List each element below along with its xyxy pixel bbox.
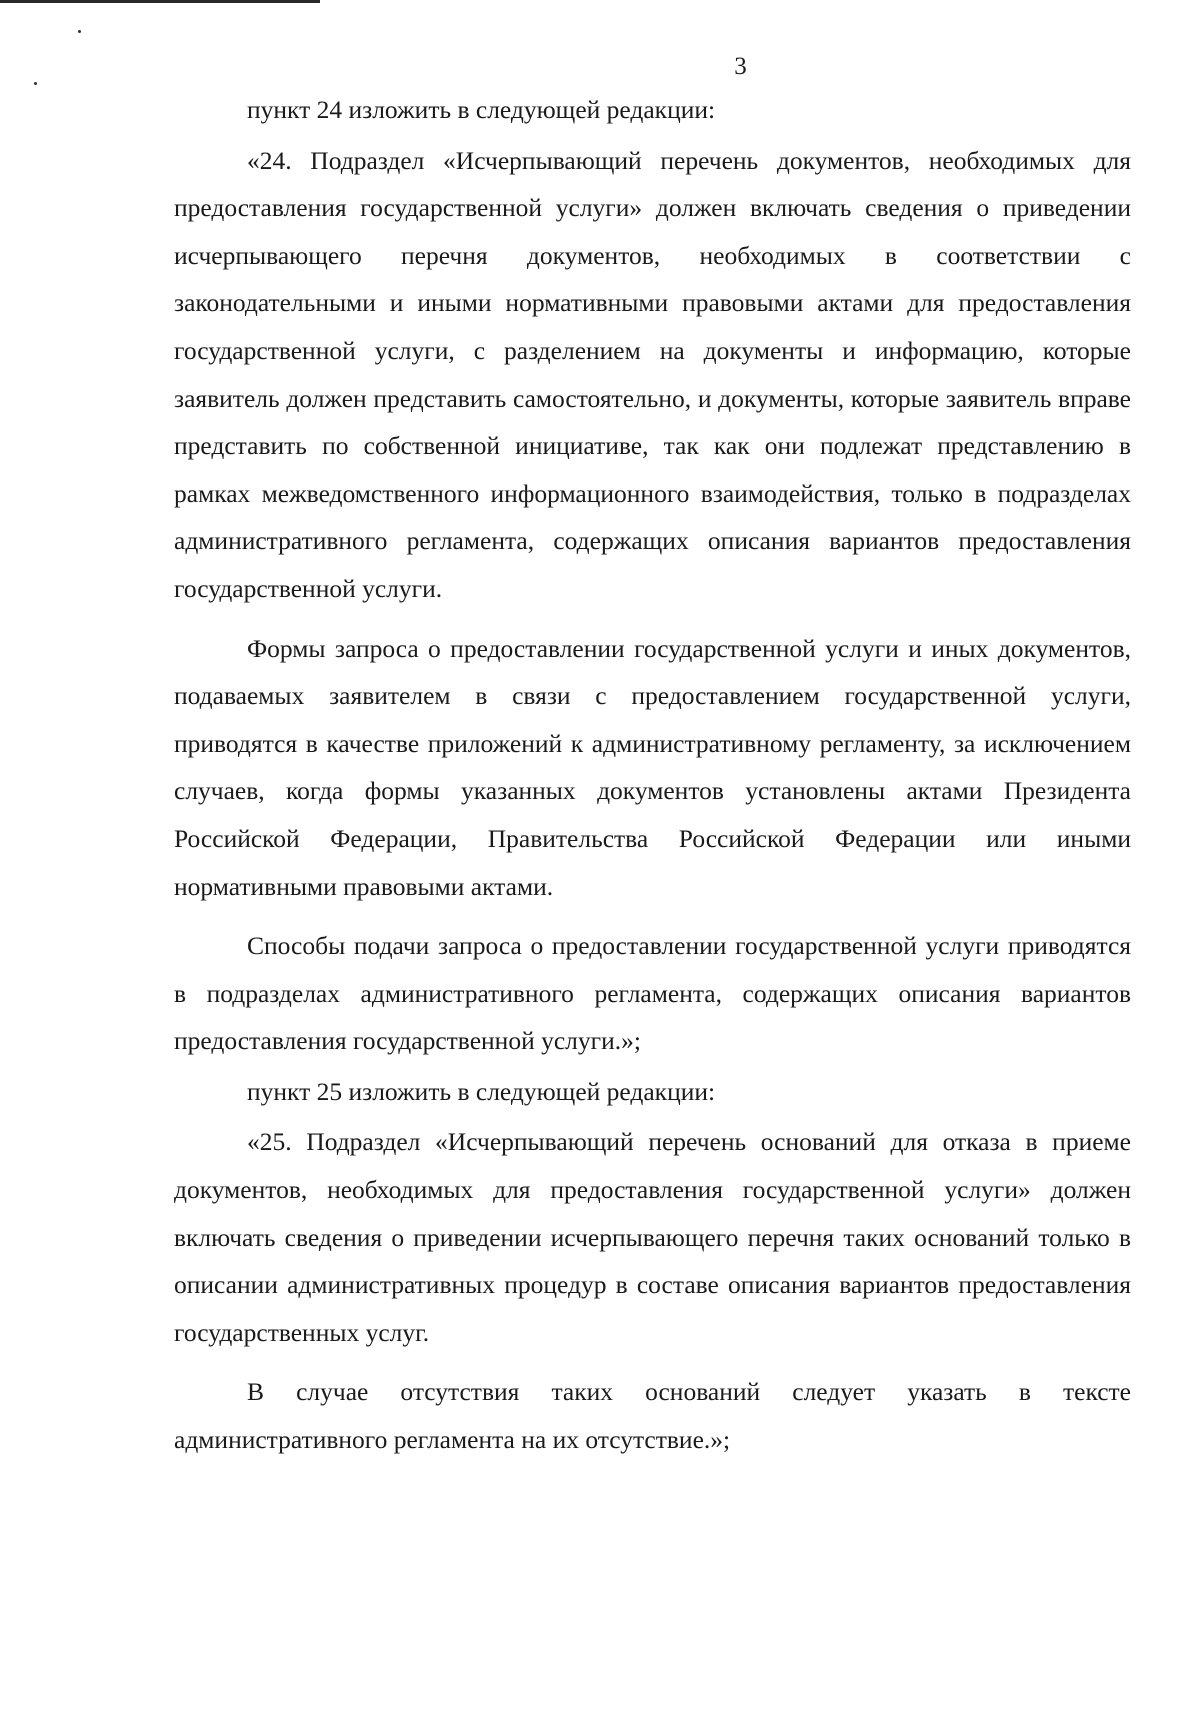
paragraph-absence-note: В случае отсутствия таких оснований следует указать в тексте административного регламента на их отсутствие.»;: [174, 1377, 1131, 1455]
paragraph-request-forms: Формы запроса о предоставлении государственной услуги и иных документов, подаваемых заявителем в связи с предоставлением государственной услуги, приводятся в качестве приложений к административному регламенту, за исключением случаев, когда формы указанных документов установлены актами Президента Российской Федерации, Правительства Российской Федерации или иными нормативными правовыми актами.: [174, 633, 1131, 901]
scan-edge: [0, 0, 320, 3]
document-page: [174, 52, 1131, 1464]
paragraph-item-25-text: «25. Подраздел «Исчерпывающий перечень оснований для отказа в приеме документов, необходимых для предоставления государственной услуги» должен включать сведения о приведении исчерпывающего перечня таких оснований только в описании административных процедур в составе описания вариантов предоставления государственных услуг.: [174, 1127, 1131, 1347]
paragraph-item-25-intro: пункт 25 изложить в следующей редакции:: [247, 1076, 716, 1106]
scan-speck: [34, 82, 37, 85]
scan-speck: [78, 30, 81, 33]
paragraph-item-24-text: «24. Подраздел «Исчерпывающий перечень документов, необходимых для предоставления государственной услуги» должен включать сведения о приведении исчерпывающего перечня документов, необходимых в соответствии с законодательными и иными нормативными правовыми актами для предоставления государственной услуги, с разделением на документы и информацию, которые заявитель должен представить самостоятельно, и документы, которые заявитель вправе представить по собственной инициативе, так как они подлежат представлению в рамках межведомственного информационного взаимодействия, только в подразделах административного регламента, содержащих описания вариантов предоставления государственной услуги.: [174, 145, 1131, 603]
page-number: 3: [734, 53, 747, 80]
paragraph-submission-methods: Способы подачи запроса о предоставлении государственной услуги приводятся в подразделах административного регламента, содержащих описания вариантов предоставления государственной услуги.»;: [174, 931, 1131, 1056]
paragraph-item-24-intro: пункт 24 изложить в следующей редакции:: [247, 95, 716, 124]
